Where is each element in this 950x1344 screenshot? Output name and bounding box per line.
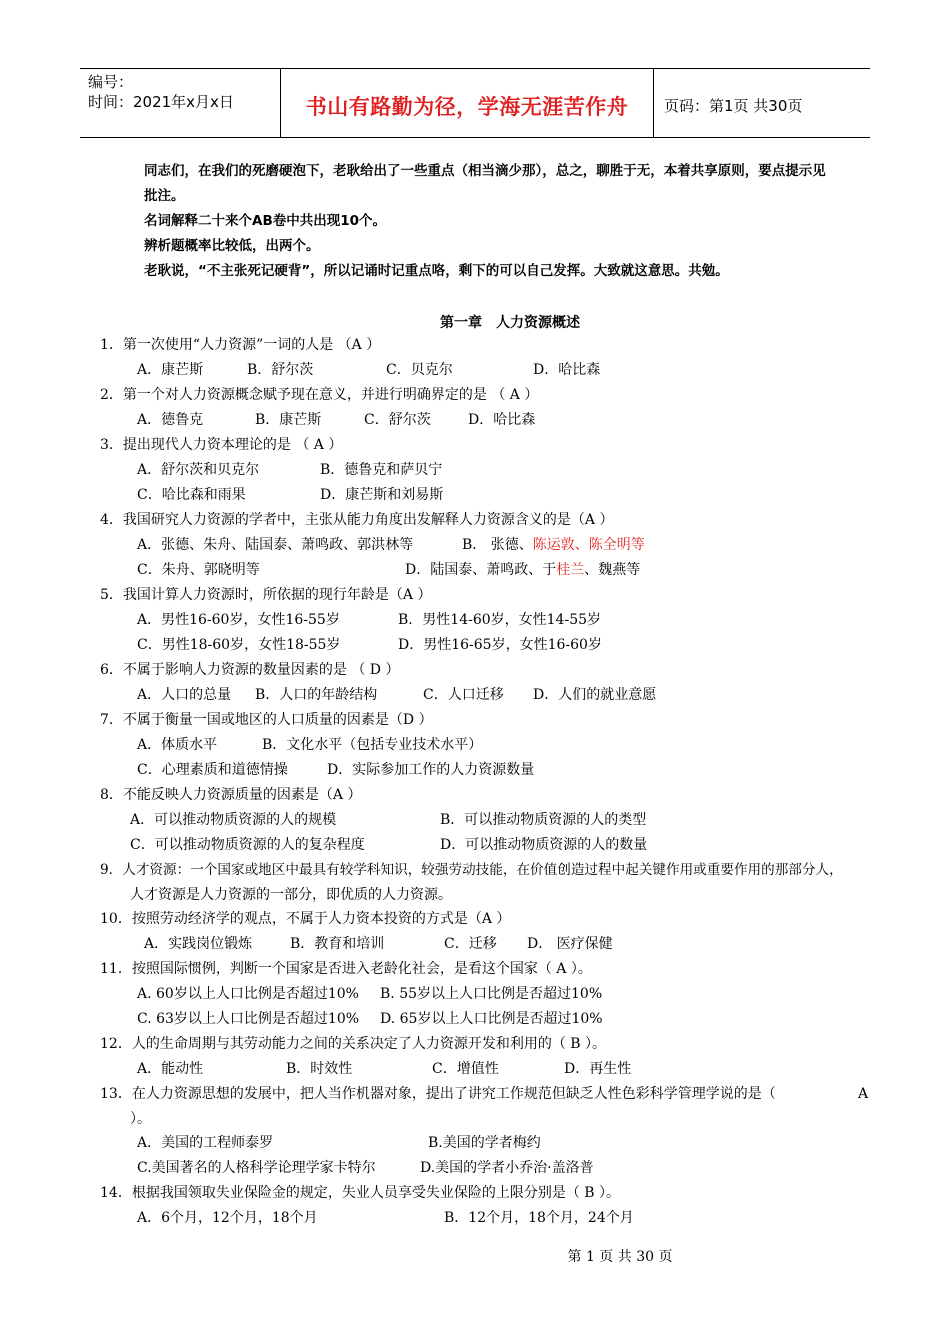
option-3d: D．康芒斯和刘易斯 (320, 487, 444, 503)
question-14: 14．根据我国领取失业保险金的规定，失业人员享受失业保险的上限分别是（ B ）。 (100, 1185, 621, 1201)
question-13-answer: A (858, 1086, 869, 1102)
question-8: 8．不能反映人力资源质量的因素是（A ） (100, 787, 362, 803)
question-7: 7．不属于衡量一国或地区的人口质量的因素是（D ） (100, 712, 433, 728)
option-4d-text: D．陆国泰、萧鸣政、于 (405, 562, 557, 578)
option-7c: C．心理素质和道德情操 (137, 762, 288, 778)
question-5: 5．我国计算人力资源时，所依据的现行年龄是（A ） (100, 587, 432, 603)
question-10: 10．按照劳动经济学的观点，不属于人力资本投资的方式是（A ） (100, 911, 511, 927)
motto: 书山有路勤为径，学海无涯苦作舟 (305, 95, 629, 119)
page-label: 页码：第1页 共30页 (664, 97, 803, 115)
question-4: 4．我国研究人力资源的学者中，主张从能力角度出发解释人力资源含义的是（A ） (100, 512, 614, 528)
option-8d: D．可以推动物质资源的人的数量 (440, 837, 648, 853)
option-5c: C．男性18-60岁，女性18-55岁 (137, 637, 341, 653)
intro-line-1: 同志们，在我们的死磨硬泡下，老耿给出了一些重点（相当滴少那），总之，聊胜于无，本着共享原则，要点提示见 (144, 163, 826, 179)
option-1d: D．哈比森 (533, 362, 601, 378)
option-2d: D．哈比森 (468, 412, 536, 428)
option-8c: C．可以推动物质资源的人的复杂程度 (130, 837, 365, 853)
option-7a: A．体质水平 (137, 737, 218, 753)
header-page-cell (654, 69, 870, 137)
option-12d: D．再生性 (564, 1061, 632, 1077)
option-3b: B．德鲁克和萨贝宁 (320, 462, 443, 478)
option-5a: A．男性16-60岁，女性16-55岁 (137, 612, 340, 628)
option-12c: C．增值性 (432, 1061, 499, 1077)
option-2c: C．舒尔茨 (364, 412, 431, 428)
question-6: 6．不属于影响人力资源的数量因素的是 （ D ） (100, 662, 400, 678)
number-label: 编号： (88, 73, 134, 91)
header-motto-cell (281, 69, 654, 137)
option-4d-highlight: 桂兰 (556, 562, 585, 578)
intro-line-5: 老耿说，“不主张死记硬背”，所以记诵时记重点咯，剩下的可以自己发挥。大致就这意思。共勉。 (144, 263, 729, 279)
option-10b: B．教育和培训 (290, 936, 385, 952)
option-11a: A. 60岁以上人口比例是否超过10% (137, 986, 359, 1002)
option-2a: A．德鲁克 (137, 412, 204, 428)
date-label: 时间：2021年x月x日 (88, 93, 234, 111)
option-4d-text-end: 、魏燕等 (584, 562, 641, 578)
option-14a: A．6个月，12个月，18个月 (137, 1210, 318, 1226)
option-5d: D．男性16-65岁，女性16-60岁 (398, 637, 602, 653)
option-13b: B.美国的学者梅约 (428, 1135, 541, 1151)
option-10c: C．迁移 (444, 936, 497, 952)
option-4b (462, 535, 645, 555)
option-12b: B．时效性 (286, 1061, 353, 1077)
option-1b: B．舒尔茨 (247, 362, 314, 378)
option-6a: A．人口的总量 (137, 687, 232, 703)
option-4b-text: B． 张德、 (462, 537, 533, 553)
intro-line-4: 辨析题概率比较低，出两个。 (144, 238, 320, 254)
intro-line-3: 名词解释二十来个AB卷中共出现10个。 (144, 213, 387, 229)
option-3a: A．舒尔茨和贝克尔 (137, 462, 260, 478)
option-7d: D．实际参加工作的人力资源数量 (327, 762, 535, 778)
option-4c: C．朱舟、郭晓明等 (137, 562, 260, 578)
option-4d (405, 560, 640, 580)
question-9-line-2: 人才资源是人力资源的一部分，即优质的人力资源。 (130, 887, 452, 903)
header-meta-cell (80, 69, 281, 137)
question-3: 3．提出现代人力资本理论的是 （ A ） (100, 437, 343, 453)
option-14b: B．12个月，18个月，24个月 (444, 1210, 634, 1226)
option-6c: C．人口迁移 (423, 687, 504, 703)
option-3c: C．哈比森和雨果 (137, 487, 246, 503)
question-12: 12．人的生命周期与其劳动能力之间的关系决定了人力资源开发和利用的（ B ）。 (100, 1036, 607, 1052)
option-8a: A．可以推动物质资源的人的规模 (130, 812, 337, 828)
question-9-line-1: 9．人才资源：一个国家或地区中最具有较学科知识，较强劳动技能，在价值创造过程中起关键作用或重要作用的那部分人， (100, 862, 843, 878)
option-5b: B．男性14-60岁，女性14-55岁 (398, 612, 602, 628)
option-13a: A．美国的工程师泰罗 (137, 1135, 274, 1151)
option-6d: D．人们的就业意愿 (533, 687, 657, 703)
page-footer: 第 1 页 共 30 页 (567, 1249, 673, 1265)
option-8b: B．可以推动物质资源的人的类型 (440, 812, 647, 828)
question-11: 11．按照国际惯例，判断一个国家是否进入老龄化社会，是看这个国家（ A ）。 (100, 961, 592, 977)
option-13c: C.美国著名的人格科学论理学家卡特尔 (137, 1160, 376, 1176)
intro-line-2: 批注。 (144, 188, 185, 204)
question-1: 1．第一次使用“人力资源”一词的人是 （A ） (100, 337, 381, 353)
question-2: 2．第一个对人力资源概念赋予现在意义，并进行明确界定的是 （ A ） (100, 387, 539, 403)
chapter-title: 第一章 人力资源概述 (440, 315, 580, 331)
document-header (80, 68, 870, 138)
option-11b: B. 55岁以上人口比例是否超过10% (380, 986, 603, 1002)
option-6b: B．人口的年龄结构 (255, 687, 378, 703)
option-11c: C. 63岁以上人口比例是否超过10% (137, 1011, 360, 1027)
option-7b: B．文化水平（包括专业技术水平） (262, 737, 483, 753)
option-1a: A．康芒斯 (137, 362, 204, 378)
question-13-line-1: 13．在人力资源思想的发展中，把人当作机器对象，提出了讲究工作规范但缺乏人性色彩科学管理学说的是（ (100, 1086, 776, 1102)
option-11d: D. 65岁以上人口比例是否超过10% (380, 1011, 603, 1027)
option-13d: D.美国的学者小乔治·盖洛普 (420, 1160, 594, 1176)
question-13-line-2: ）。 (130, 1111, 151, 1127)
option-4b-highlight: 陈运敦、陈全明等 (532, 537, 645, 553)
option-10a: A．实践岗位锻炼 (144, 936, 253, 952)
option-2b: B．康芒斯 (255, 412, 322, 428)
option-4a: A．张德、朱舟、陆国泰、萧鸣政、郭洪林等 (137, 537, 414, 553)
option-10d: D． 医疗保健 (527, 936, 613, 952)
option-1c: C．贝克尔 (386, 362, 453, 378)
option-12a: A．能动性 (137, 1061, 204, 1077)
